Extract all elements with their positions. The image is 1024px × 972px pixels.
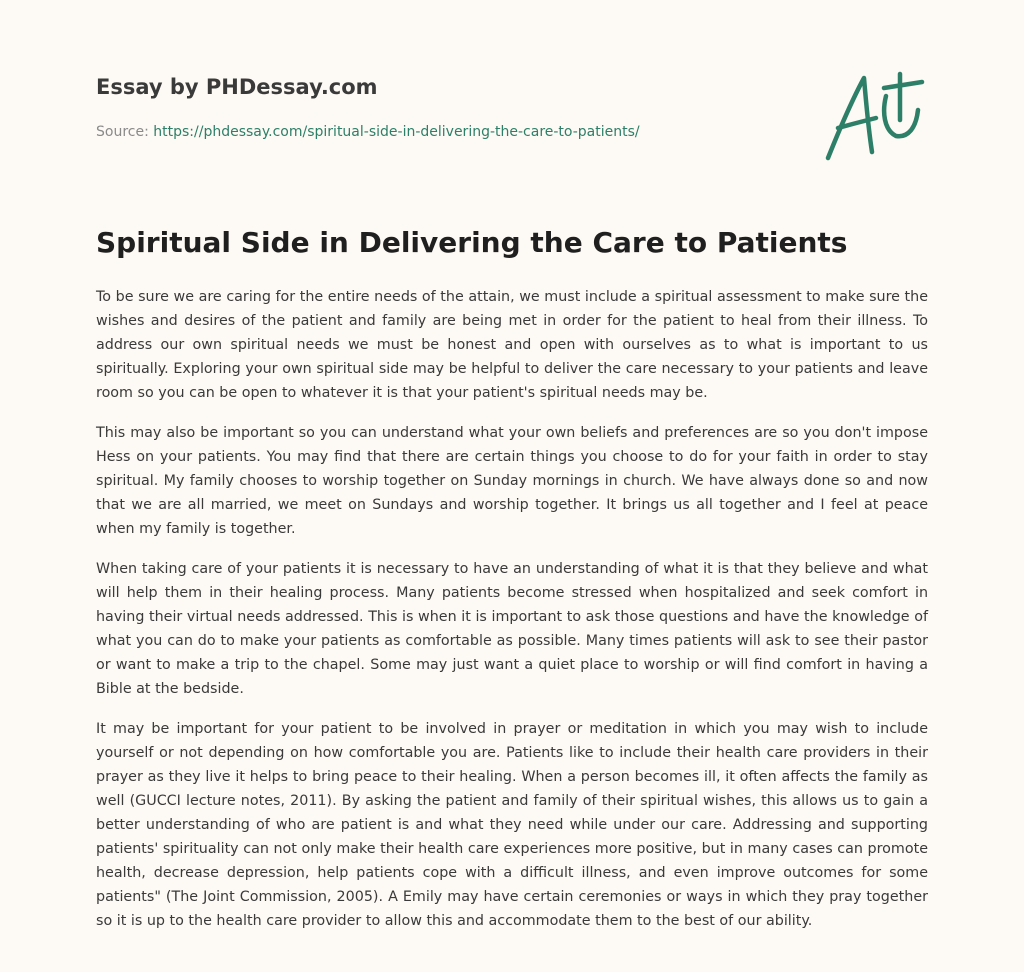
essay-paragraph: This may also be important so you can understand what your own beliefs and preferences are so you don't impose Hess on your patients. You may find that there are certain things you choose to do for your faith in order to stay spiritual. My family chooses to worship together on Sunday mornings in church. We have always done so and now that we are all married, we meet on Sundays and worship together. It brings us all together and I feel at peace when my family is together. (96, 425, 928, 537)
essay-paragraph: It may be important for your patient to be involved in prayer or meditation in which you may wish to include yourself or not depending on how comfortable you are. Patients like to include their health care providers in their prayer as they live it helps to bring peace to their healing. When a person becomes ill, it often affects the family as well (GUCCI lecture notes, 2011). By asking the patient and family of their spiritual wishes, this allows us to gain a better understanding of who are patient is and what they need while under our care. Addressing and supporting patients' spirituality can not only make their health care experiences more positive, but in many cases can promote health, decrease depression, help patients cope with a difficult illness, and even improve outcomes for some patients" (The Joint Commission, 2005). A Emily may have certain ceremonies or ways in which they pray together so it is up to the health care provider to allow this and accommodate them to the best of our ability. (96, 721, 928, 929)
essay-paragraph: When taking care of your patients it is necessary to have an understanding of what it is that they believe and what will help them in their healing process. Many patients become stressed when hospitalized and seek comfort in having their virtual needs addressed. This is when it is important to ask those questions and have the knowledge of what you can do to make your patients as comfortable as possible. Many times patients will ask to see their pastor or want to make a trip to the chapel. Some may just want a quiet place to worship or will find comfort in having a Bible at the bedside. (96, 561, 928, 697)
essay-title: Spiritual Side in Delivering the Care to Patients (96, 226, 848, 259)
a-plus-logo-icon (818, 66, 928, 166)
site-brand: Essay by PHDessay.com (96, 75, 378, 99)
source-label: Source: (96, 124, 154, 140)
source-line (96, 124, 640, 140)
source-link[interactable]: https://phdessay.com/spiritual-side-in-delivering-the-care-to-patients/ (153, 124, 640, 140)
essay-paragraph: To be sure we are caring for the entire needs of the attain, we must include a spiritual assessment to make sure the wishes and desires of the patient and family are being met in order for the patient to heal from their illness. To address our own spiritual needs we must be honest and open with ourselves as to what is important to us spiritually. Exploring your own spiritual side may be helpful to deliver the care necessary to your patients and leave room so you can be open to whatever it is that your patient's spiritual needs may be. (96, 289, 928, 401)
essay-body (96, 285, 928, 949)
